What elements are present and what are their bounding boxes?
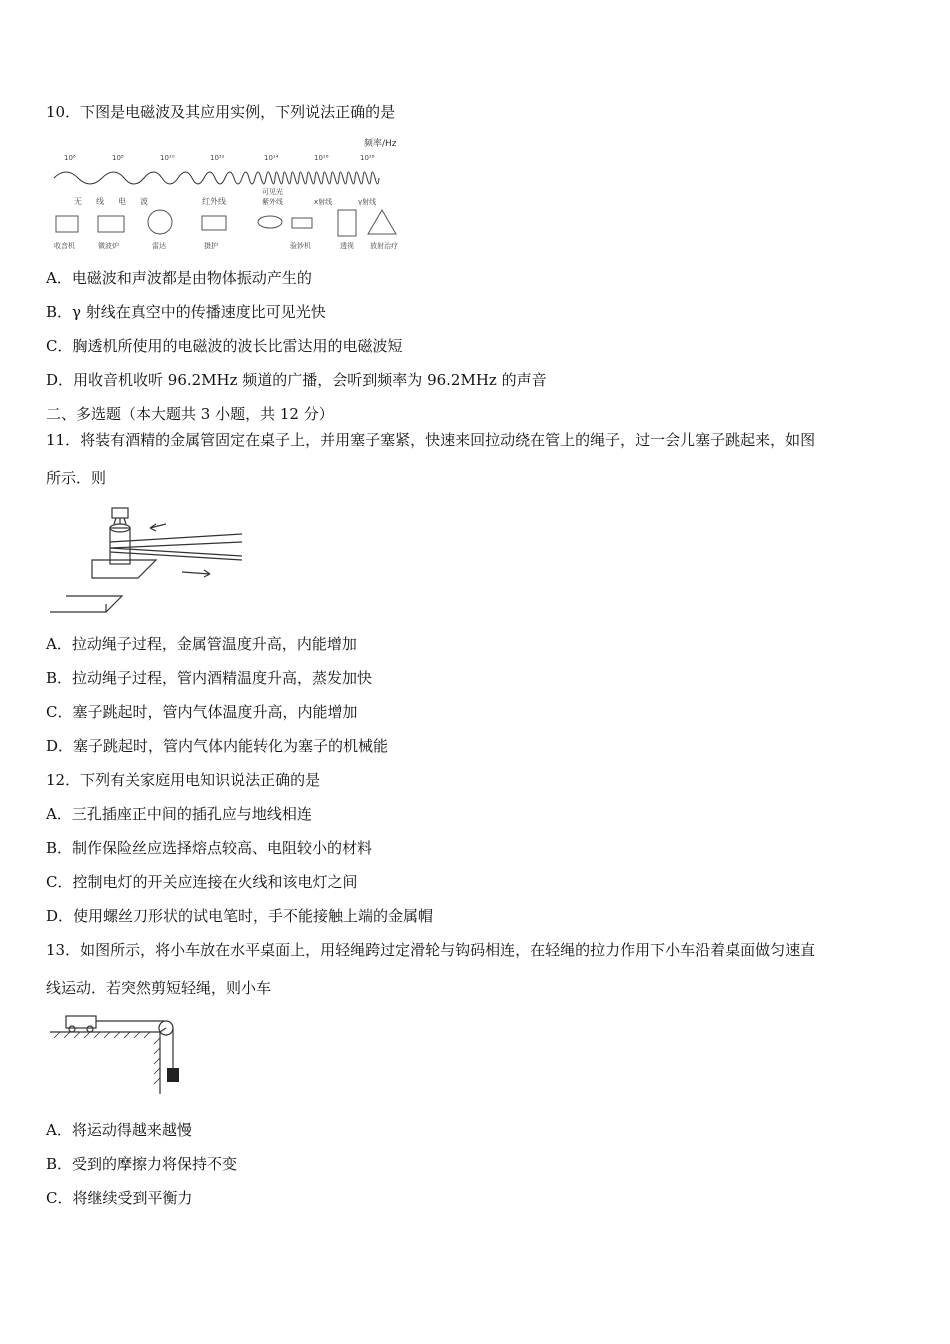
exp-label: 10¹⁰	[160, 154, 175, 162]
q10-stem: 10．下图是电磁波及其应用实例，下列说法正确的是	[46, 103, 396, 121]
exp-label: 10⁶	[64, 154, 76, 162]
q13-option-b: B．受到的摩擦力将保持不变	[46, 1155, 238, 1173]
q12-stem: 12．下列有关家庭用电知识说法正确的是	[46, 771, 321, 789]
wave-curve	[54, 172, 379, 184]
q10-option-a: A．电磁波和声波都是由物体振动产生的	[46, 269, 312, 287]
q13-option-a: A．将运动得越来越慢	[46, 1121, 192, 1139]
exp-label: 10¹⁸	[360, 154, 375, 162]
microwave-icon	[98, 216, 124, 232]
q12-option-c: C．控制电灯的开关应连接在火线和该电灯之间	[46, 873, 358, 891]
q11-stem-line2: 所示．则	[46, 469, 107, 487]
freq-axis-label: 频率/Hz	[364, 139, 397, 149]
banknote-icon	[292, 218, 312, 228]
band-label: γ射线	[358, 198, 377, 206]
q11-stem-line1: 11．将装有酒精的金属管固定在桌子上，并用塞子塞紧，快速来回拉动绕在管上的绳子，过一会儿塞子跳起来，如图	[46, 431, 816, 449]
base-plate	[92, 560, 156, 578]
device-label: 透视	[340, 242, 354, 250]
xray-icon	[338, 210, 356, 236]
cart-pulley-figure	[50, 1008, 190, 1098]
device-label: 放射治疗	[370, 242, 398, 250]
em-spectrum-figure	[52, 136, 412, 256]
q11-option-a: A．拉动绳子过程，金属管温度升高，内能增加	[46, 635, 357, 653]
metal-tube-figure	[46, 500, 246, 620]
q12-option-d: D．使用螺丝刀形状的试电笔时，手不能接触上端的金属帽	[46, 907, 434, 925]
q10-option-d: D．用收音机收听 96.2MHz 频道的广播，会听到频率为 96.2MHz 的声音	[46, 371, 547, 389]
band-label: 电	[118, 197, 126, 206]
q12-option-a: A．三孔插座正中间的插孔应与地线相连	[46, 805, 312, 823]
eye-icon	[258, 216, 282, 228]
band-label: x射线	[314, 198, 333, 206]
band-label: 无	[74, 197, 82, 206]
exp-label: 10⁸	[112, 154, 124, 162]
arrow-left	[150, 524, 166, 531]
table-top	[50, 596, 122, 612]
q10-option-c: C．胸透机所使用的电磁波的波长比雷达用的电磁波短	[46, 337, 403, 355]
radio-icon	[56, 216, 78, 232]
hook-weight	[167, 1068, 179, 1082]
band-label: 线	[96, 197, 104, 206]
q11-option-b: B．拉动绳子过程，管内酒精温度升高，蒸发加快	[46, 669, 373, 687]
device-label: 验钞机	[290, 242, 311, 250]
exp-label: 10¹²	[210, 154, 225, 162]
remote-icon	[202, 216, 226, 230]
q13-stem-line1: 13．如图所示，将小车放在水平桌面上，用轻绳跨过定滑轮与钩码相连，在轻绳的拉力作用下小车沿着桌面做匀速直	[46, 941, 816, 959]
q11-option-d: D．塞子跳起时，管内气体内能转化为塞子的机械能	[46, 737, 389, 755]
radiation-icon	[368, 210, 396, 234]
metal-tube	[110, 528, 130, 564]
device-label: 微波炉	[98, 242, 119, 250]
device-label: 雷达	[152, 242, 166, 250]
q13-option-c: C．将继续受到平衡力	[46, 1189, 193, 1207]
exp-label: 10¹⁶	[314, 154, 329, 162]
cork	[112, 508, 128, 518]
section-heading: 二、多选题（本大题共 3 小题，共 12 分）	[46, 405, 334, 423]
wheel	[87, 1026, 93, 1032]
wheel	[69, 1026, 75, 1032]
exp-label: 10¹⁴	[264, 154, 279, 162]
device-label: 摄护	[204, 242, 218, 250]
band-label: 紫外线	[262, 198, 283, 206]
band-label: 可见光	[262, 188, 283, 196]
q10-option-b: B．γ 射线在真空中的传播速度比可见光快	[46, 303, 326, 321]
band-label: 红外线	[202, 197, 226, 206]
q12-option-b: B．制作保险丝应选择熔点较高、电阻较小的材料	[46, 839, 373, 857]
band-label: 波	[140, 197, 148, 206]
arrow-right	[182, 570, 210, 577]
q13-stem-line2: 线运动．若突然剪短轻绳，则小车	[46, 979, 272, 997]
radar-icon	[148, 210, 172, 234]
device-label: 收音机	[54, 242, 75, 250]
q11-option-c: C．塞子跳起时，管内气体温度升高，内能增加	[46, 703, 358, 721]
